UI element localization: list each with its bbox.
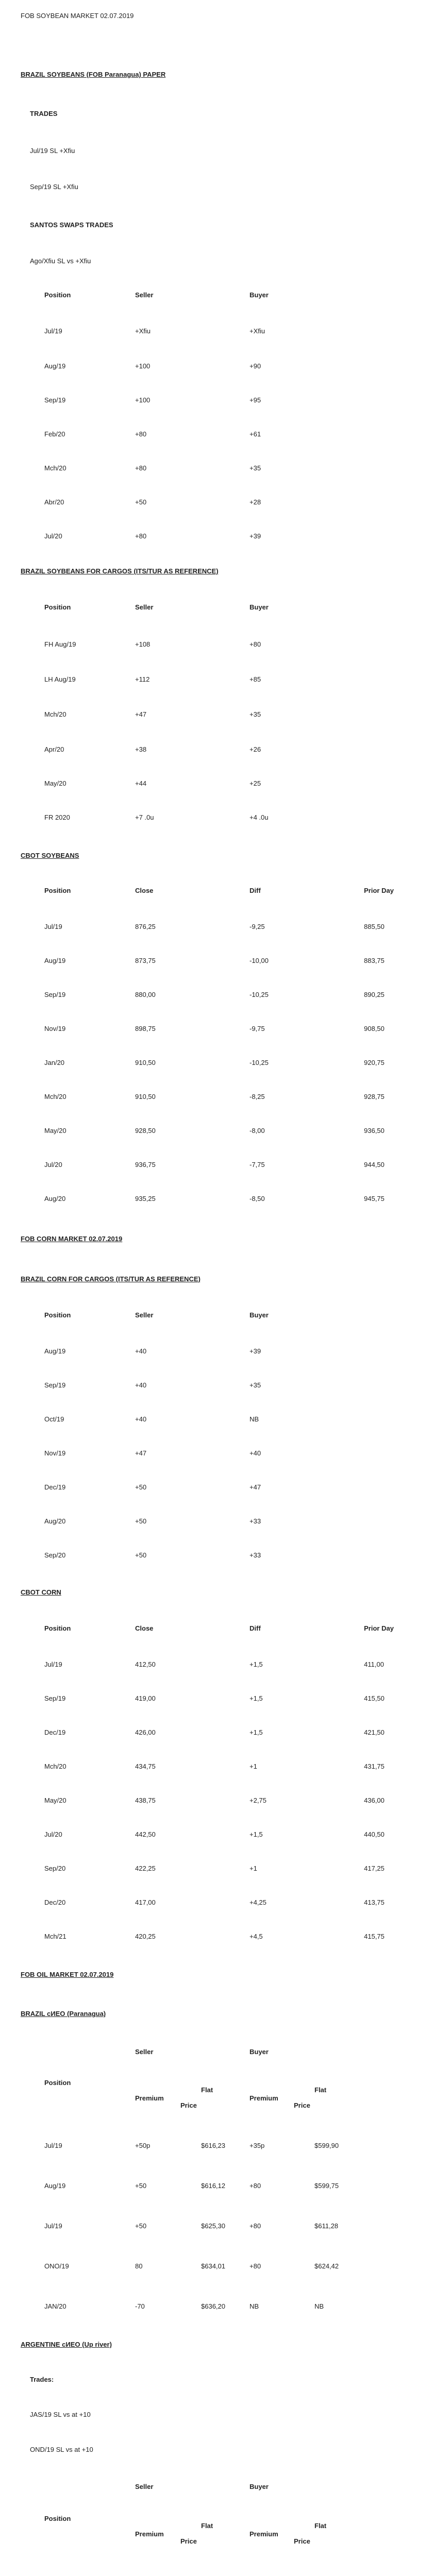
table-cell: +1,5 xyxy=(250,1694,263,1702)
table-cell: 420,25 xyxy=(135,1933,156,1940)
table-cell: +47 xyxy=(135,1449,147,1457)
table-cell: +50p xyxy=(135,2142,151,2149)
brazil-cargo-heading: BRAZIL SOYBEANS FOR CARGOS (ITS/TUR AS REFERENCE) xyxy=(21,567,219,575)
table-cell: +4,25 xyxy=(250,1899,267,1906)
table-cell: -70 xyxy=(135,2302,145,2310)
table-cell: 413,75 xyxy=(364,1899,385,1906)
group-header-buyer: Buyer xyxy=(250,2483,269,2490)
table-cell: +47 xyxy=(135,710,147,718)
table-cell: +80 xyxy=(250,2182,261,2190)
table-cell: Sep/19 xyxy=(44,396,66,404)
table-cell: 434,75 xyxy=(135,1762,156,1770)
column-header-flat: Flat xyxy=(201,2086,213,2094)
trade-line: JAS/19 SL vs at +10 xyxy=(30,2411,91,2418)
table-cell: NB xyxy=(250,1415,259,1423)
table-cell: +39 xyxy=(250,532,261,540)
table-cell: $599,90 xyxy=(314,2142,339,2149)
trade-line: Jul/19 SL +Xfiu xyxy=(30,147,75,155)
table-cell: 415,75 xyxy=(364,1933,385,1940)
table-cell: +47 xyxy=(250,1483,261,1491)
column-header-flat: Flat xyxy=(201,2522,213,2530)
table-cell: +50 xyxy=(135,1551,147,1559)
table-cell: Aug/20 xyxy=(44,1195,66,1202)
table-cell: 80 xyxy=(135,2262,143,2270)
table-cell: Dec/20 xyxy=(44,1899,66,1906)
group-header-seller: Seller xyxy=(135,2483,154,2490)
table-cell: Jul/20 xyxy=(44,1831,62,1838)
table-cell: LH Aug/19 xyxy=(44,675,76,683)
table-cell: +80 xyxy=(135,532,147,540)
table-cell: NB xyxy=(314,2302,324,2310)
table-cell: Sep/19 xyxy=(44,991,66,998)
table-cell: JAN/20 xyxy=(44,2302,67,2310)
column-header-price: Price xyxy=(294,2537,310,2545)
table-cell: 898,75 xyxy=(135,1025,156,1032)
argentine-oil-heading: ARGENTINE сИЕО (Up river) xyxy=(21,2341,112,2348)
table-cell: +7 .0u xyxy=(135,814,154,821)
table-cell: +112 xyxy=(135,675,150,683)
table-cell: Jul/19 xyxy=(44,2222,62,2230)
table-cell: +1 xyxy=(250,1865,257,1872)
table-cell: +50 xyxy=(135,2182,147,2190)
column-header-prior-day: Prior Day xyxy=(364,887,394,894)
table-cell: +1,5 xyxy=(250,1660,263,1668)
table-cell: 880,00 xyxy=(135,991,156,998)
table-cell: +85 xyxy=(250,675,261,683)
table-cell: +35p xyxy=(250,2142,265,2149)
table-cell: +90 xyxy=(250,362,261,370)
table-cell: +40 xyxy=(135,1347,147,1355)
table-cell: 883,75 xyxy=(364,957,385,964)
table-cell: +1,5 xyxy=(250,1728,263,1736)
column-header-premium: Premium xyxy=(135,2094,164,2102)
column-header-position: Position xyxy=(44,1624,71,1632)
table-cell: +Xfiu xyxy=(250,327,265,335)
column-header-price: Price xyxy=(180,2537,197,2545)
table-cell: 890,25 xyxy=(364,991,385,998)
table-cell: +35 xyxy=(250,710,261,718)
table-cell: $625,30 xyxy=(201,2222,225,2230)
trade-line: OND/19 SL vs at +10 xyxy=(30,2446,93,2453)
table-cell: May/20 xyxy=(44,779,67,787)
table-cell: +1,5 xyxy=(250,1831,263,1838)
table-cell: 422,25 xyxy=(135,1865,156,1872)
table-cell: Nov/19 xyxy=(44,1449,66,1457)
column-header-premium: Premium xyxy=(250,2530,278,2538)
table-cell: Sep/20 xyxy=(44,1865,66,1872)
column-header-seller: Seller xyxy=(135,603,154,611)
column-header-position: Position xyxy=(44,2515,71,2522)
table-cell: +95 xyxy=(250,396,261,404)
table-cell: +108 xyxy=(135,640,151,648)
table-cell: +2,75 xyxy=(250,1797,267,1804)
table-cell: $599,75 xyxy=(314,2182,339,2190)
table-cell: Mch/20 xyxy=(44,710,67,718)
santos-heading: SANTOS SWAPS TRADES xyxy=(30,221,113,229)
group-header-buyer: Buyer xyxy=(250,2048,269,2056)
table-cell: Abr/20 xyxy=(44,498,64,506)
table-cell: +40 xyxy=(135,1381,147,1389)
table-cell: Jul/19 xyxy=(44,923,62,930)
table-cell: Nov/19 xyxy=(44,1025,66,1032)
table-cell: Jan/20 xyxy=(44,1059,65,1066)
table-cell: May/20 xyxy=(44,1797,67,1804)
table-cell: Jul/19 xyxy=(44,327,62,335)
table-cell: 920,75 xyxy=(364,1059,385,1066)
table-cell: Mch/20 xyxy=(44,464,67,472)
table-cell: +39 xyxy=(250,1347,261,1355)
table-cell: 412,50 xyxy=(135,1660,156,1668)
table-cell: 935,25 xyxy=(135,1195,156,1202)
table-cell: -9,75 xyxy=(250,1025,265,1032)
corn-market-title: FOB CORN MARKET 02.07.2019 xyxy=(21,1235,123,1243)
table-cell: Oct/19 xyxy=(44,1415,64,1423)
table-cell: +80 xyxy=(250,2222,261,2230)
trades-heading: TRADES xyxy=(30,110,58,117)
table-cell: 436,00 xyxy=(364,1797,385,1804)
table-cell: Jul/19 xyxy=(44,2142,62,2149)
oil-market-title: FOB OIL MARKET 02.07.2019 xyxy=(21,1971,114,1978)
table-cell: -10,25 xyxy=(250,991,269,998)
table-cell: $634,01 xyxy=(201,2262,225,2270)
doc-title: FOB SOYBEAN MARKET 02.07.2019 xyxy=(21,12,134,20)
trade-line: Ago/Xfiu SL vs +Xfiu xyxy=(30,257,91,265)
brazil-fob-heading: BRAZIL SOYBEANS (FOB Paranagua) PAPER xyxy=(21,71,166,78)
column-header-diff: Diff xyxy=(250,887,261,894)
table-cell: $636,20 xyxy=(201,2302,225,2310)
table-cell: Aug/19 xyxy=(44,1347,66,1355)
table-cell: 442,50 xyxy=(135,1831,156,1838)
table-cell: Jul/20 xyxy=(44,1161,62,1168)
table-cell: +100 xyxy=(135,362,151,370)
column-header-flat: Flat xyxy=(314,2522,327,2530)
table-cell: +40 xyxy=(135,1415,147,1423)
trade-line: Sep/19 SL +Xfiu xyxy=(30,183,78,191)
column-header-price: Price xyxy=(180,2102,197,2109)
table-cell: $611,28 xyxy=(314,2222,339,2230)
table-cell: 411,00 xyxy=(364,1660,384,1668)
table-cell: 440,50 xyxy=(364,1831,385,1838)
table-cell: Sep/20 xyxy=(44,1551,66,1559)
table-cell: Sep/19 xyxy=(44,1381,66,1389)
table-cell: 419,00 xyxy=(135,1694,156,1702)
table-cell: 928,50 xyxy=(135,1127,156,1134)
table-cell: Apr/20 xyxy=(44,745,64,753)
table-cell: -10,25 xyxy=(250,1059,269,1066)
table-cell: +4 .0u xyxy=(250,814,269,821)
table-cell: -8,00 xyxy=(250,1127,265,1134)
column-header-buyer: Buyer xyxy=(250,1311,269,1319)
table-cell: -10,00 xyxy=(250,957,269,964)
table-cell: +80 xyxy=(135,464,147,472)
table-cell: FR 2020 xyxy=(44,814,70,821)
table-cell: +28 xyxy=(250,498,261,506)
table-cell: +35 xyxy=(250,464,261,472)
table-cell: 928,75 xyxy=(364,1093,385,1100)
brazil-oil-heading: BRAZIL сИЕО (Paranagua) xyxy=(21,2010,106,2018)
table-cell: +50 xyxy=(135,498,147,506)
column-header-position: Position xyxy=(44,2079,71,2087)
table-cell: Dec/19 xyxy=(44,1483,66,1491)
column-header-seller: Seller xyxy=(135,1311,154,1319)
table-cell: +38 xyxy=(135,745,147,753)
table-cell: -8,50 xyxy=(250,1195,265,1202)
trades-heading: Trades: xyxy=(30,2376,54,2383)
column-header-buyer: Buyer xyxy=(250,291,269,299)
table-cell: 426,00 xyxy=(135,1728,156,1736)
column-header-position: Position xyxy=(44,1311,71,1319)
table-cell: 936,75 xyxy=(135,1161,156,1168)
table-cell: +40 xyxy=(250,1449,261,1457)
table-cell: Sep/19 xyxy=(44,1694,66,1702)
table-cell: 885,50 xyxy=(364,923,385,930)
table-cell: +33 xyxy=(250,1517,261,1525)
table-cell: 876,25 xyxy=(135,923,156,930)
table-cell: -7,75 xyxy=(250,1161,265,1168)
table-cell: +80 xyxy=(250,640,261,648)
table-cell: Aug/20 xyxy=(44,1517,66,1525)
table-cell: +1 xyxy=(250,1762,257,1770)
table-cell: +44 xyxy=(135,779,147,787)
table-cell: Aug/19 xyxy=(44,362,66,370)
table-cell: 945,75 xyxy=(364,1195,385,1202)
table-cell: +Xfiu xyxy=(135,327,151,335)
column-header-position: Position xyxy=(44,291,71,299)
table-cell: ONO/19 xyxy=(44,2262,69,2270)
table-cell: +100 xyxy=(135,396,151,404)
table-cell: Mch/20 xyxy=(44,1762,67,1770)
table-cell: 910,50 xyxy=(135,1093,156,1100)
cbot-soybeans-heading: CBOT SOYBEANS xyxy=(21,852,79,859)
table-cell: Jul/20 xyxy=(44,532,62,540)
table-cell: 417,00 xyxy=(135,1899,156,1906)
table-cell: +50 xyxy=(135,2222,147,2230)
table-cell: +25 xyxy=(250,779,261,787)
table-cell: $616,23 xyxy=(201,2142,225,2149)
column-header-price: Price xyxy=(294,2102,310,2109)
column-header-close: Close xyxy=(135,887,154,894)
table-cell: FH Aug/19 xyxy=(44,640,76,648)
column-header-flat: Flat xyxy=(314,2086,327,2094)
table-cell: 908,50 xyxy=(364,1025,385,1032)
table-cell: Aug/19 xyxy=(44,957,66,964)
table-cell: +35 xyxy=(250,1381,261,1389)
table-cell: 431,75 xyxy=(364,1762,385,1770)
column-header-position: Position xyxy=(44,887,71,894)
table-cell: $624,42 xyxy=(314,2262,339,2270)
table-cell: +80 xyxy=(135,430,147,438)
table-cell: 438,75 xyxy=(135,1797,156,1804)
table-cell: Feb/20 xyxy=(44,430,65,438)
table-cell: 873,75 xyxy=(135,957,156,964)
table-cell: +50 xyxy=(135,1483,147,1491)
table-cell: Aug/19 xyxy=(44,2182,66,2190)
table-cell: 415,50 xyxy=(364,1694,385,1702)
cbot-corn-heading: CBOT CORN xyxy=(21,1588,61,1596)
table-cell: NB xyxy=(250,2302,259,2310)
table-cell: +61 xyxy=(250,430,261,438)
group-header-seller: Seller xyxy=(135,2048,154,2056)
table-cell: 936,50 xyxy=(364,1127,385,1134)
table-cell: Mch/20 xyxy=(44,1093,67,1100)
column-header-close: Close xyxy=(135,1624,154,1632)
table-cell: 910,50 xyxy=(135,1059,156,1066)
table-cell: +80 xyxy=(250,2262,261,2270)
table-cell: +50 xyxy=(135,1517,147,1525)
table-cell: 417,25 xyxy=(364,1865,385,1872)
table-cell: May/20 xyxy=(44,1127,67,1134)
table-cell: 421,50 xyxy=(364,1728,385,1736)
table-cell: -8,25 xyxy=(250,1093,265,1100)
table-cell: $616,12 xyxy=(201,2182,225,2190)
table-cell: Dec/19 xyxy=(44,1728,66,1736)
column-header-position: Position xyxy=(44,603,71,611)
table-cell: Jul/19 xyxy=(44,1660,62,1668)
table-cell: -9,25 xyxy=(250,923,265,930)
table-cell: +33 xyxy=(250,1551,261,1559)
column-header-seller: Seller xyxy=(135,291,154,299)
column-header-premium: Premium xyxy=(135,2530,164,2538)
column-header-diff: Diff xyxy=(250,1624,261,1632)
table-cell: Mch/21 xyxy=(44,1933,67,1940)
table-cell: 944,50 xyxy=(364,1161,385,1168)
column-header-premium: Premium xyxy=(250,2094,278,2102)
table-cell: +4,5 xyxy=(250,1933,263,1940)
table-cell: +26 xyxy=(250,745,261,753)
column-header-prior-day: Prior Day xyxy=(364,1624,394,1632)
column-header-buyer: Buyer xyxy=(250,603,269,611)
brazil-corn-heading: BRAZIL CORN FOR CARGOS (ITS/TUR AS REFERENCE) xyxy=(21,1275,201,1283)
